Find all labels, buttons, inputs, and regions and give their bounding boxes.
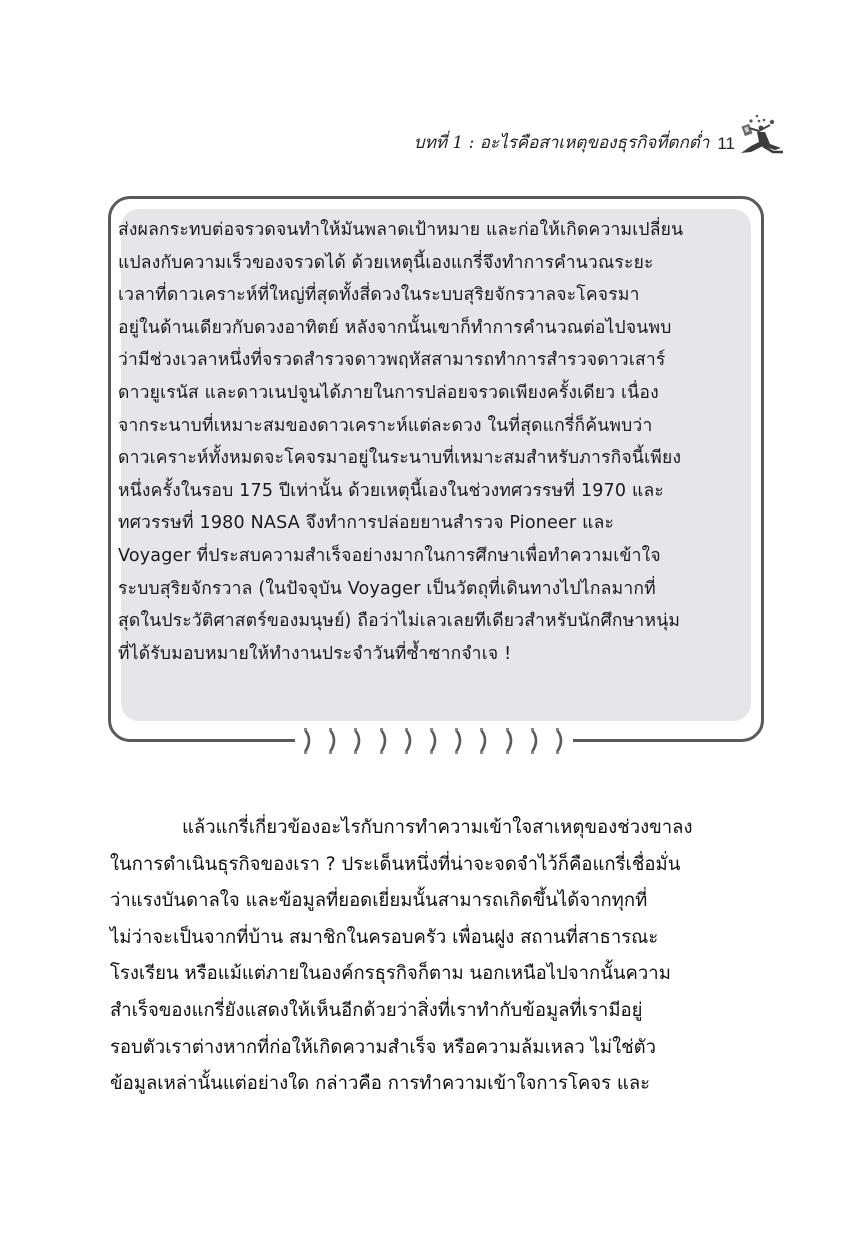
- squiggle-icon: [452, 727, 466, 755]
- paragraph-line: ไม่ว่าจะเป็นจากที่บ้าน สมาชิกในครอบครัว เพื่อนฝูง สถานที่สาธารณะ: [110, 926, 659, 948]
- body-paragraph: [110, 810, 765, 1103]
- page-number: 11: [717, 134, 735, 153]
- squiggle-icon: [477, 727, 491, 755]
- passage-line: ดาวยูเรนัส และดาวเนปจูนได้ภายในการปล่อยจรวดเพียงครั้งเดียว เนื่อง: [118, 382, 659, 403]
- paragraph-line: ในการดำเนินธุรกิจของเรา ? ประเด็นหนึ่งที่น่าจะจดจำไว้ก็คือแกรี่เชื่อมั่น: [110, 853, 681, 875]
- passage-line: จากระนาบที่เหมาะสมของดาวเคราะห์แต่ละดวง ในที่สุดแกรี่ก็ค้นพบว่า: [118, 415, 653, 436]
- passage-line: แปลงกับความเร็วของจรวดได้ ด้วยเหตุนี้เองแกรี่จึงทำการคำนวณระยะ: [118, 252, 654, 273]
- squiggle-icon: [351, 727, 365, 755]
- squiggle-icon: [528, 727, 542, 755]
- squiggle-icon: [402, 727, 416, 755]
- squiggle-icon: [301, 727, 315, 755]
- paragraph-line: ว่าแรงบันดาลใจ และข้อมูลที่ยอดเยี่ยมนั้นสามารถเกิดขึ้นได้จากทุกที่: [110, 890, 648, 912]
- passage-line: สุดในประวัติศาสตร์ของมนุษย์) ถือว่าไม่เลวเลยทีเดียวสำหรับนักศึกษาหนุ่ม: [118, 611, 681, 632]
- chapter-title: บทที่ 1 : อะไรคือสาเหตุของธุรกิจที่ตกต่ำ: [413, 133, 710, 153]
- squiggle-icon: [326, 727, 340, 755]
- passage-line: เวลาที่ดาวเคราะห์ที่ใหญ่ที่สุดทั้งสี่ดวงในระบบสุริยจักรวาลจะโคจรมา: [118, 285, 640, 306]
- paragraph-line: สำเร็จของแกรี่ยังแสดงให้เห็นอีกด้วยว่าสิ่งที่เราทำกับข้อมูลที่เรามีอยู่: [110, 999, 643, 1021]
- passage-line: หนึ่งครั้งในรอบ 175 ปีเท่านั้น ด้วยเหตุนี้เองในช่วงทศวรรษที่ 1970 และ: [118, 480, 664, 501]
- squiggle-icon: [377, 727, 391, 755]
- passage-line: ทศวรรษที่ 1980 NASA จึงทำการปล่อยยานสำรวจ Pioneer และ: [118, 513, 615, 534]
- passage-line: ส่งผลกระทบต่อจรวดจนทำให้มันพลาดเป้าหมาย และก่อให้เกิดความเปลี่ยน: [118, 220, 684, 240]
- passage-line: ว่ามีช่วงเวลาหนึ่งที่จรวดสำรวจดาวพฤหัสสามารถทำการสำรวจดาวเสาร์: [118, 350, 666, 371]
- squiggle-icon: [427, 727, 441, 755]
- passage-line: ดาวเคราะห์ทั้งหมดจะโคจรมาอยู่ในระนาบที่เหมาะสมสำหรับภารกิจนี้เพียง: [118, 448, 682, 469]
- running-header: [414, 112, 783, 152]
- passage-line: ที่ได้รับมอบหมายให้ทำงานประจำวันที่ซ้ำซากจำเจ !: [118, 643, 512, 664]
- paragraph-line: โรงเรียน หรือแม้แต่ภายในองค์กรธุรกิจก็ตาม นอกเหนือไปจากนั้นความ: [110, 963, 671, 985]
- paragraph-line: รอบตัวเราต่างหากที่ก่อให้เกิดความสำเร็จ หรือความล้มเหลว ไม่ใช่ตัว: [110, 1036, 657, 1058]
- passage-line: อยู่ในด้านเดียวกับดวงอาทิตย์ หลังจากนั้นเขาก็ทำการคำนวณต่อไปจนพบ: [118, 317, 672, 338]
- paragraph-line: แล้วแกรี่เกี่ยวข้องอะไรกับการทำความเข้าใจสาเหตุของช่วงขาลง: [182, 817, 693, 838]
- paragraph-line: ข้อมูลเหล่านั้นแต่อย่างใด กล่าวคือ การทำความเข้าใจการโคจร และ: [110, 1073, 651, 1095]
- running-businessman-icon: [737, 112, 783, 158]
- passage-line: ระบบสุริยจักรวาล (ในปัจจุบัน Voyager เป็นวัตถุที่เดินทางไปไกลมากที่: [118, 578, 656, 599]
- boxed-passage: [118, 214, 770, 670]
- passage-line: Voyager ที่ประสบความสำเร็จอย่างมากในการศึกษาเพื่อทำความเข้าใจ: [118, 545, 661, 566]
- squiggle-icon: [553, 727, 567, 755]
- squiggle-divider: [295, 726, 573, 756]
- squiggle-icon: [503, 727, 517, 755]
